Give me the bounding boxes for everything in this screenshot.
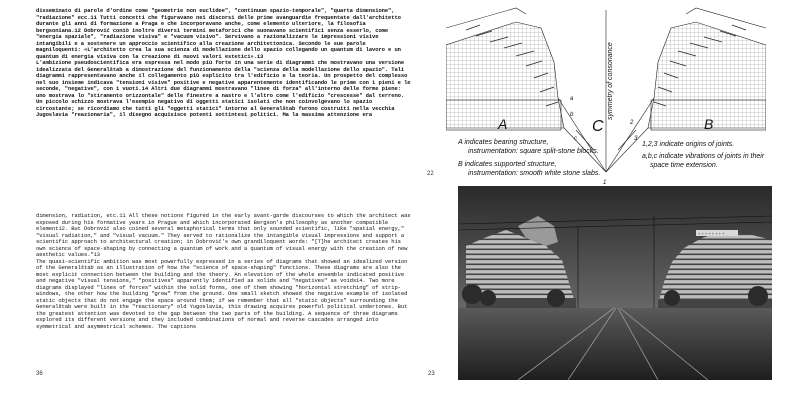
page-number-22: 22 <box>427 171 434 177</box>
label-1: 1 <box>603 180 607 185</box>
legend-right <box>642 141 765 169</box>
label-3: 3 <box>634 136 638 142</box>
legend-right-line-1: 1,2,3 indicate origins of joints. <box>642 141 735 148</box>
italian-text-block: disseminato di parole d'ordine come "geometrie non euclidee", "continuum spazio-temporale", "quarta dimensione", "radiazione" ecc.11 Tutti concetti che figuravano nei discorsi delle prime avanguardie frequentate dall'architetto durante gli anni di formazione a Praga e che incorporavano anche, come elemento ulteriore, la filosofia bergsoniana.12 Dobrović coniò inoltre diversi termini metaforici che suonavano scientifici senza esserlo, come "energia spaziale", "radiazione visiva" e "vacuum visivo". Servivano a razionalizzare le impressioni visive intangibili e a sostenere un approccio scientifico alla creazione architettonica. Secondo le sue parole magniloquenti: «L'architetto crea la sua scienza di modellazione dello spazio collegando un quantum di lavoro e un quantum di energia visiva con la creazione di nuovi valori estetici».13 L'ambizione pseudoscientifica era espressa nel modo più forte in una serie di diagrammi che mostravano una versione idealizzata del Generalštab a dimostrazione del funzionamento della "scienza della modellazione dello spazio". Tali diagrammi rappresentavano anche il collegamento più esplicito tra l'edificio e la teoria. Un prospetto del complesso nel suo insieme indicava "tensioni visive" positive e negative apparentemente identificando le prime con i pieni e le seconde, "negative", con i vuoti.14 Altri due diagrammi mostravano "linee di forza" all'interno delle forme piene: uno mostrava lo "stiramento orizzontale" delle finestre a nastro e l'altro come l'edificio "crescesse" dal terreno. Un piccolo schizzo mostrava l'esempio negativo di oggetti statici isolati che non coinvolgevano lo spazio circostante; se ricordiamo che tutti gli "oggetti statici" intorno al Generalštab furono costruiti nella vecchia Jugoslavia "reazionaria", il disegno acquisisce potenti sottintesi politici. Ma la massima attenzione era <box>36 8 411 118</box>
road <box>458 308 772 380</box>
rooftop-sign: + + + + + + + + <box>698 231 725 236</box>
page-number-36: 36 <box>36 371 43 377</box>
legend-left-line-2: instrumentation: square split-stone blocks. <box>468 148 599 155</box>
label-A: A <box>498 116 508 132</box>
symmetry-diagram <box>446 0 766 185</box>
legend-left-line-4: instrumentation: smooth white stone slabs. <box>468 170 601 177</box>
street-photograph <box>458 186 772 380</box>
label-2: 2 <box>630 120 634 126</box>
legend-left-line-1: A indicates bearing structure, <box>458 139 549 146</box>
page-number-23: 23 <box>428 371 435 377</box>
left-cascade <box>446 8 564 130</box>
legend-left <box>457 139 600 177</box>
label-b: b <box>570 112 574 118</box>
label-c: c <box>574 136 577 142</box>
legend-left-line-3: B indicates supported structure, <box>458 161 557 168</box>
legend-right-line-3: space time extension. <box>650 162 718 169</box>
legend-right-line-2: a,b,c indicate vibrations of joints in their <box>642 153 765 160</box>
label-B: B <box>704 116 714 132</box>
label-a: a <box>570 96 574 102</box>
label-C: C <box>592 118 604 135</box>
english-text-block: dimension, radiation, etc.11 All these notions figured in the early avant-garde discourses to which the architect was exposed during his formative years in Prague and which incorporated Bergson's philosophy as another compatible element12. But Dobrović also coined several metaphorical terms that only sounded scientific, like "spatial energy," "visual radiation," and "visual vacuum." They served to rationalize the intangible visual impressions and support a scientific approach to architectural creation; in Dobrović's own grandiloquent words: "[T]he architect creates his own science of space-shaping by connecting a quantum of work and a quantum of visual energy with the creation of new aesthetic values."13 The quasi-scientific ambition was most powerfully expressed in a series of diagrams that showed an idealized version of the Generalštab as an illustration of how the "science of space-shaping" functions. These diagrams are also the most explicit connection between the building and the theory. An elevation of the whole ensemble indicated positive and negative "visual tensions," "positives" apparently identified as solids and "negatives" as voids14. Two more diagrams displayed "lines of forces" within the solid forms, one of them showing "horizontal stretching" of strip-windows, the other how the building "grew" from the ground. One small sketch showed the negative example of isolated static objects that do not engage the space around them; if we remember that all "static objects" surrounding the Generalštab were built in the "reactionary" old Yugoslavia, this drawing acquires powerful political undertones. But the greatest attention was devoted to the gap between the two parts of the building. A sequence of three diagrams explored its different versions and they included combinations of normal and reverse cascades arranged into symmetrical and asymmetrical schemes. The captions <box>36 213 411 330</box>
right-cascade <box>648 8 766 130</box>
symmetry-axis-label: symmetry of consonance <box>607 42 614 120</box>
